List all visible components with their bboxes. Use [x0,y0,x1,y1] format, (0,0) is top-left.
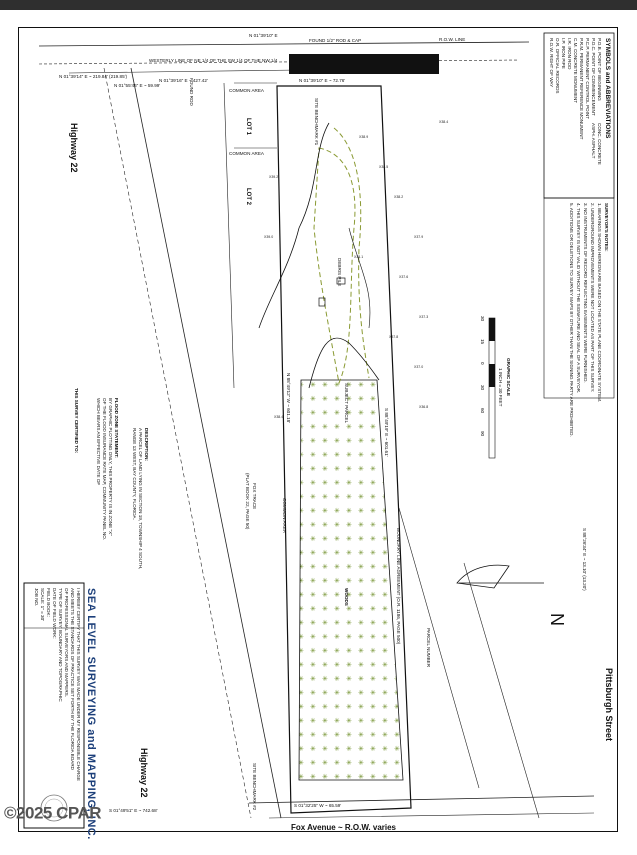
common-area-label-3: COMMON AREA [282,498,287,533]
copyright-symbol: © [4,803,17,823]
flood-title: FLOOD ZONE STATEMENT: [114,398,119,458]
symbol-item: P.R.M. PERMANENT REFERENCE MONUMENT [579,38,584,140]
symbol-item: I.R. IRON ROD [567,38,572,70]
graphic-scale-tick: 30 [480,385,485,391]
parcel-number-label: PARCEL NUMBER [426,628,431,668]
svg-text:X39.0: X39.0 [264,235,274,239]
svg-text:X38.2: X38.2 [394,195,404,199]
title-line: JOB NO. [34,588,39,607]
bearing-north-c: N 01°39'14" E ~ 219.84' (219.85') [59,74,128,79]
site-benchmark-2: SITE BENCHMARK #2 [252,763,257,811]
svg-text:X38.1: X38.1 [354,255,364,259]
symbols-title: SYMBOLS and ABBREVIATIONS [604,38,611,139]
found-rod-label: FOUND ROD [189,78,194,106]
north-boundary [39,42,529,46]
svg-text:X36.8: X36.8 [419,405,429,409]
bearing-n-right: N 01°55'45" E ~ 59.99' [114,83,161,88]
top-line-b [69,70,299,73]
highway-label-lower: Highway 22 [139,748,149,798]
lot2-label: LOT 2 [245,188,251,206]
flood-line: WHICH BEARS AN EFFECTIVE DATE OF [96,398,101,486]
symbol-item: O.R. OFFICIAL RECORDS [555,38,560,94]
bearing-s-left: S 01°49'51" E ~ 742.68' [109,808,158,813]
note-item: 4. THIS SURVEY IS NOT VALID WITHOUT THE SIGNATURE AND SEAL OF A SURVEYOR. [576,203,581,394]
svg-text:X38.4: X38.4 [274,415,284,419]
graphic-scale-tick: 15 [480,339,485,345]
bearing-north-d: N 01°39'16" E ~ 427.42' [159,78,208,83]
highway-row-line [131,68,284,818]
common-area-line [224,83,234,388]
debris-area-outline [314,148,355,383]
highway-row-line [104,68,251,818]
svg-text:X37.8: X37.8 [389,335,399,339]
boundary-agreement-label: BOUNDARY LINE AGREEMENT (O.R. 1186, PAGE 500) [396,528,401,645]
graphic-scale-tick: 30 [480,316,485,322]
svg-text:X37.9: X37.9 [414,235,424,239]
fox-avenue-line-2 [269,813,594,818]
survey-sheet [18,27,618,840]
symbol-item: P.O.B. POINT OF BEGINNING [597,38,602,101]
symbol-item: ASPH. ASPHALT [591,123,596,159]
svg-text:X38.9: X38.9 [359,135,369,139]
site-benchmark-1: SITE BENCHMARK #1 [314,98,319,146]
title-line: I HEREBY CERTIFY THAT THIS SURVEY WAS MADE UNDER MY RESPONSIBLE CHARGE [76,588,81,781]
debris-area-outline-2 [334,128,369,378]
north-arrow-icon [457,565,509,588]
flood-line: OF THE FLOOD INSURANCE RATE MAP, COMMUNITY PANEL NO. [102,398,107,541]
notes-title: SURVEYOR'S NOTES: [604,203,609,252]
top-bar [0,0,637,10]
common-area-label: COMMON AREA [229,88,264,93]
flood-line: BY GRAPHIC PLOTTING ONLY, THIS PROPERTY IS IN ZONE "X" [108,398,113,536]
fox-trace-label: FOX TRACE [252,483,257,510]
graphic-scale-tick: 60 [480,408,485,414]
bearing-west-long: N 88°49'12" W ~ 601.18' [286,373,291,424]
title-line: OF PROFESSIONAL SURVEYORS AND MAPPERS. [64,588,69,697]
debris-pile-label: DEBRIS PILE [337,258,342,287]
north-label: N [547,613,567,626]
symbol-item: P.O.C. POINT OF COMMENCEMENT [591,38,596,116]
description-title: DESCRIPTION: [144,428,149,461]
graphic-scale-tick: 0 [480,362,485,365]
note-item: 3. NO INSTRUMENTS OF RECORD REFLECTING EASEMENTS WERE FURNISHED. [583,203,588,383]
lot1-label: LOT 1 [245,118,251,136]
bearing-north-a: N 01°39'10" E [249,33,278,38]
svg-text:X37.3: X37.3 [419,315,429,319]
fox-avenue-line [249,796,594,803]
title-line: DATE OF FIELD WORK: [52,588,57,639]
svg-text:X39.2: X39.2 [269,175,279,179]
bearing-east-long: S 88°49'19" E ~ 601.61' [384,408,389,457]
highway-label: Highway 22 [69,123,79,173]
svg-text:X37.6: X37.6 [399,275,409,279]
note-item: 1. BEARINGS SHOWN HEREON ARE BASED ON THE STATE PLANE COORDINATE SYSTEM. [597,203,602,403]
bearing-north-b: N 01°39'10" E ~ 72.76' [299,78,346,83]
symbol-item: I.P. IRON PIPE [561,38,566,69]
westerly-line [39,60,519,64]
tree-line [259,123,329,328]
symbol-item: P.C.P. PERMANENT CONTROL POINT [585,38,590,120]
woods-label: WOODS [344,588,349,606]
svg-text:X38.5: X38.5 [379,165,389,169]
right-parcel-line [399,508,479,788]
symbol-item: R.O.W. RIGHT OF WAY [549,38,554,88]
fox-trace-plat: (PLAT BOOK 22, PAGE 50) [245,473,250,530]
symbol-item: C.M. CONCRETE MONUMENT [573,38,578,104]
row-line-label: R.O.W. LINE [439,37,466,42]
description-line: RANGE 13 WEST, BAY COUNTY, FLORIDA. [132,428,137,520]
found-rod-cap-label: FOUND 1/2" ROD & CAP [309,38,362,43]
pittsburgh-row [464,563,539,818]
subject-parcel-label: SUBJECT PARCEL [344,383,349,424]
firm-name: SEA LEVEL SURVEYING and MAPPING, INC. [85,588,97,840]
copyright-year: 2025 [16,803,52,823]
fox-avenue-label: Fox Avenue ~ R.O.W. varies [291,823,396,832]
common-area-label-2: COMMON AREA [229,151,264,156]
graphic-scale-tick: 90 [480,431,485,437]
title-line: FIELD BOOK: [46,588,51,617]
title-line: AND MEETS THE STANDARDS OF PRACTICE SET FORTH BY THE FLORIDA BOARD [70,588,75,770]
bearing-south: S 01°32'25" W ~ 65.59' [294,803,342,808]
description-line: A PARCEL OF LAND LYING IN SECTION 19, TOWNSHIP 4 SOUTH, [138,428,143,570]
copyright-org: CPAR [56,803,102,823]
existing-structure [289,54,439,74]
graphic-scale-unit: 1 INCH = 30 FEET [498,368,503,407]
title-line: SCALE: 1" = 30' [40,588,45,622]
graphic-scale [489,318,495,458]
westerly-line-label: WESTERLY LINE OF NE 1/4 OF THE SW 1/4 OF THE NW 1/4 [149,58,278,63]
note-item: 5. ADDITIONS OR DELETIONS TO SURVEY MAPS BY OTHER THAN THE SIGNING PARTY ARE PROHIBITED. [569,203,574,437]
graphic-scale-title: GRAPHIC SCALE [506,358,511,397]
title-line: TYPE OF SURVEY: BOUNDARY AND TOPOGRAPHIC [58,588,63,702]
bearing-east-pitt: S 88°26'34" E ~ 13.10' (13.20') [582,528,587,591]
certification-title: THIS SURVEY CERTIFIED TO: [74,388,79,454]
note-item: 2. UNDERGROUND IMPROVEMENTS WERE NOT LOCATED AS PART OF THIS SURVEY. [590,203,595,393]
svg-text:X37.0: X37.0 [414,365,424,369]
pittsburgh-street-label: Pittsburgh Street [604,668,614,742]
svg-text:X38.4: X38.4 [439,120,449,124]
symbol-item: CONC. CONCRETE [597,123,602,165]
copyright-watermark [4,803,101,824]
